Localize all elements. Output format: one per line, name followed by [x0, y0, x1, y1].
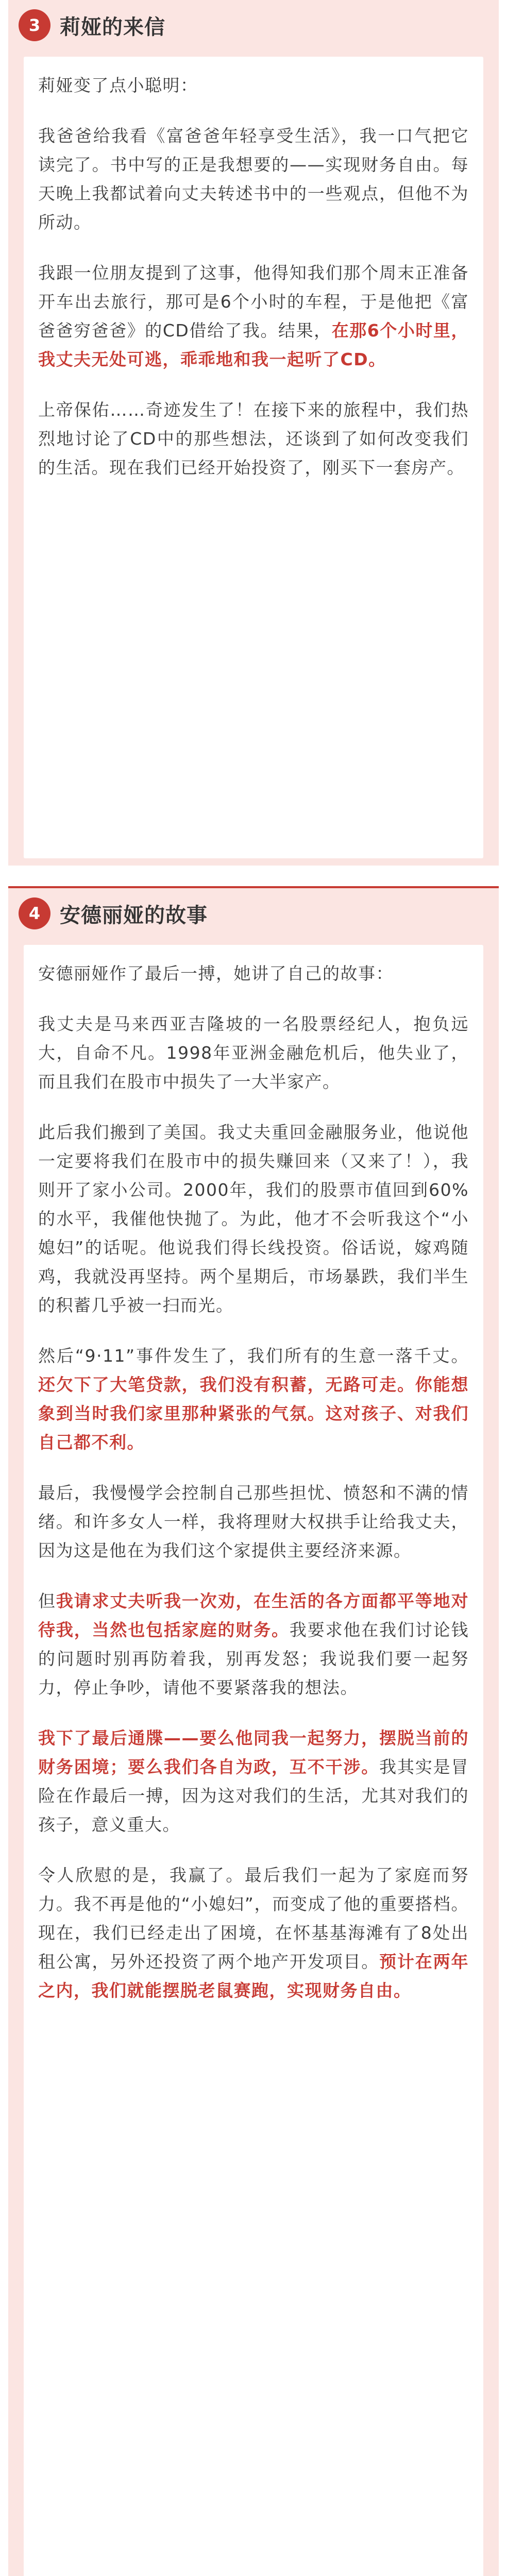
highlight-text: 还欠下了大笔贷款，我们没有积蓄，无路可走。你能想象到当时我们家里那种紧张的气氛。这对孩子、对我们自己都不利。 — [38, 1375, 469, 1452]
section-card-4 — [8, 886, 499, 2576]
paragraph: 上帝保佑……奇迹发生了！在接下来的旅程中，我们热烈地讨论了CD中的那些想法，还谈到了如何改变我们的生活。现在我们已经开始投资了，刚买下一套房产。 — [38, 400, 469, 478]
paragraph — [38, 1587, 469, 1702]
highlight-text: 我请求丈夫听我一次劝，在生活的各方面都平等地对待我，当然也包括家庭的财务。 — [38, 1591, 469, 1640]
paragraph: 最后，我慢慢学会控制自己那些担忧、愤怒和不满的情绪。和许多女人一样，我将理财大权拱手让给我丈夫，因为这是他在为我们这个家提供主要经济来源。 — [38, 1483, 469, 1561]
section-number-badge: 4 — [19, 897, 50, 929]
paragraph — [38, 259, 469, 374]
paragraph-text: 但 — [38, 1591, 56, 1611]
paragraph-text: 然后“9·11”事件发生了，我们所有的生意一落千丈。 — [38, 1346, 469, 1366]
highlight-text: 在那6个小时里，我丈夫无处可逃，乖乖地和我一起听了CD。 — [38, 320, 469, 369]
section-heading-3 — [19, 7, 165, 43]
section-number-badge: 3 — [19, 9, 50, 41]
paragraph — [38, 1724, 469, 1839]
paragraph: 我丈夫是马来西亚吉隆坡的一名股票经纪人，抱负远大，自命不凡。1998年亚洲金融危机后，他失业了，而且我们在股市中损失了一大半家产。 — [38, 1014, 469, 1092]
paragraph: 安德丽娅作了最后一搏，她讲了自己的故事： — [38, 963, 394, 984]
section-body — [24, 945, 483, 2576]
paragraph — [38, 1342, 469, 1457]
section-card-3 — [8, 0, 499, 866]
paragraph-text: 令人欣慰的是，我赢了。最后我们一起为了家庭而努力。我不再是他的“小媳妇”，而变成了他的重要搭档。现在，我们已经走出了困境，在怀基基海滩有了8处出租公寓，另外还投资了两个地产开发项目。 — [38, 1865, 469, 1972]
paragraph-text: 我跟一位朋友提到了这事，他得知我们那个周末正准备开车出去旅行，那可是6个小时的车程，于是他把《富爸爸穷爸爸》的CD借给了我。结果， — [38, 263, 469, 341]
highlight-text: 我下了最后通牒——要么他同我一起努力，摆脱当前的财务困境；要么我们各自为政，互不干涉。 — [38, 1728, 469, 1777]
section-title: 莉娅的来信 — [60, 15, 165, 39]
section-title: 安德丽娅的故事 — [60, 903, 208, 927]
paragraph — [38, 1861, 469, 2005]
section-heading-4 — [19, 895, 208, 931]
paragraph: 我爸爸给我看《富爸爸年轻享受生活》，我一口气把它读完了。书中写的正是我想要的——实现财务自由。每天晚上我都试着向丈夫转述书中的一些观点，但他不为所动。 — [38, 126, 469, 232]
paragraph: 此后我们搬到了美国。我丈夫重回金融服务业，他说他一定要将我们在股市中的损失赚回来（又来了！），我则开了家小公司。2000年，我们的股票市值回到60%的水平，我催他快抛了。为此，他才不会听我这个“小媳妇”的话呢。他说我们得长线投资。俗话说，嫁鸡随鸡，我就没再坚持。两个星期后，市场暴跌，我们半生的积蓄几乎被一扫而光。 — [38, 1122, 469, 1315]
paragraph-text: 我要求他在我们讨论钱的问题时别再防着我，别再发怒；我说我们要一起努力，停止争吵，请他不要紧落我的想法。 — [38, 1620, 469, 1698]
section-body — [24, 57, 483, 858]
paragraph: 莉娅变了点小聪明： — [38, 75, 198, 95]
highlight-text: 预计在两年之内，我们就能摆脱老鼠赛跑，实现财务自由。 — [38, 1952, 469, 2001]
paragraph-text: 我其实是冒险在作最后一搏，因为这对我们的生活，尤其对我们的孩子，意义重大。 — [38, 1757, 469, 1835]
